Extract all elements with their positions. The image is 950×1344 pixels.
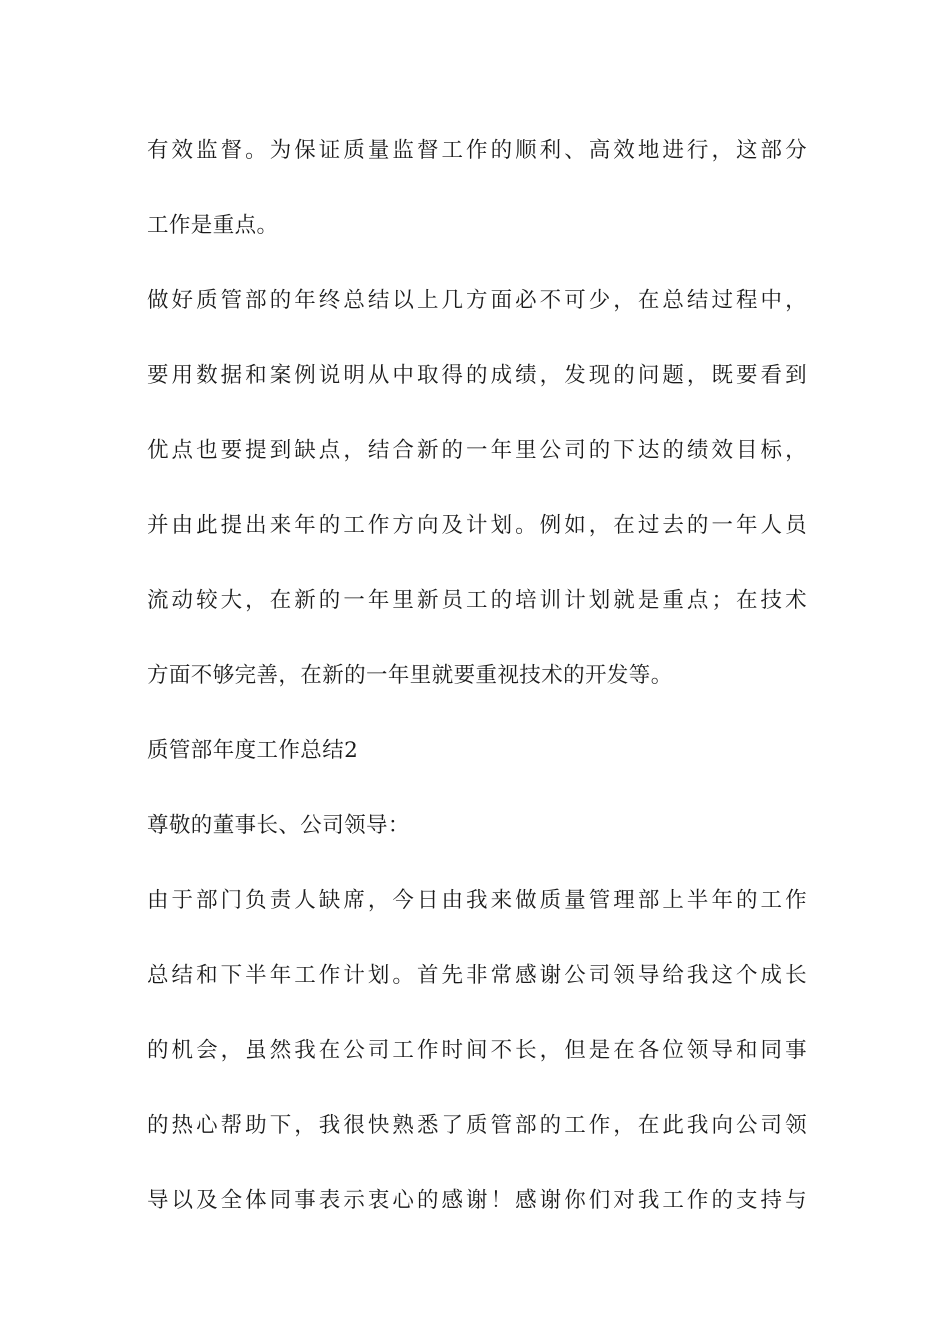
text-line: 优点也要提到缺点，结合新的一年里公司的下达的绩效目标， — [147, 438, 807, 463]
text-line: 导以及全体同事表示衷心的感谢！感谢你们对我工作的支持与 — [147, 1188, 807, 1213]
text-line: 的热心帮助下，我很快熟悉了质管部的工作，在此我向公司领 — [147, 1113, 807, 1138]
section-heading: 质管部年度工作总结2 — [147, 738, 359, 763]
text-line: 流动较大，在新的一年里新员工的培训计划就是重点；在技术 — [147, 588, 807, 613]
text-line: 要用数据和案例说明从中取得的成绩，发现的问题，既要看到 — [147, 363, 807, 388]
text-line: 的机会，虽然我在公司工作时间不长，但是在各位领导和同事 — [147, 1038, 807, 1063]
salutation: 尊敬的董事长、公司领导： — [147, 813, 410, 838]
text-line: 总结和下半年工作计划。首先非常感谢公司领导给我这个成长 — [147, 963, 807, 988]
text-line: 做好质管部的年终总结以上几方面必不可少，在总结过程中， — [147, 288, 807, 313]
text-line: 方面不够完善，在新的一年里就要重视技术的开发等。 — [147, 663, 673, 688]
text-line: 工作是重点。 — [147, 213, 279, 238]
text-line: 有效监督。为保证质量监督工作的顺利、高效地进行，这部分 — [147, 138, 807, 163]
text-line: 并由此提出来年的工作方向及计划。例如，在过去的一年人员 — [147, 513, 807, 538]
text-line: 由于部门负责人缺席，今日由我来做质量管理部上半年的工作 — [147, 888, 807, 913]
